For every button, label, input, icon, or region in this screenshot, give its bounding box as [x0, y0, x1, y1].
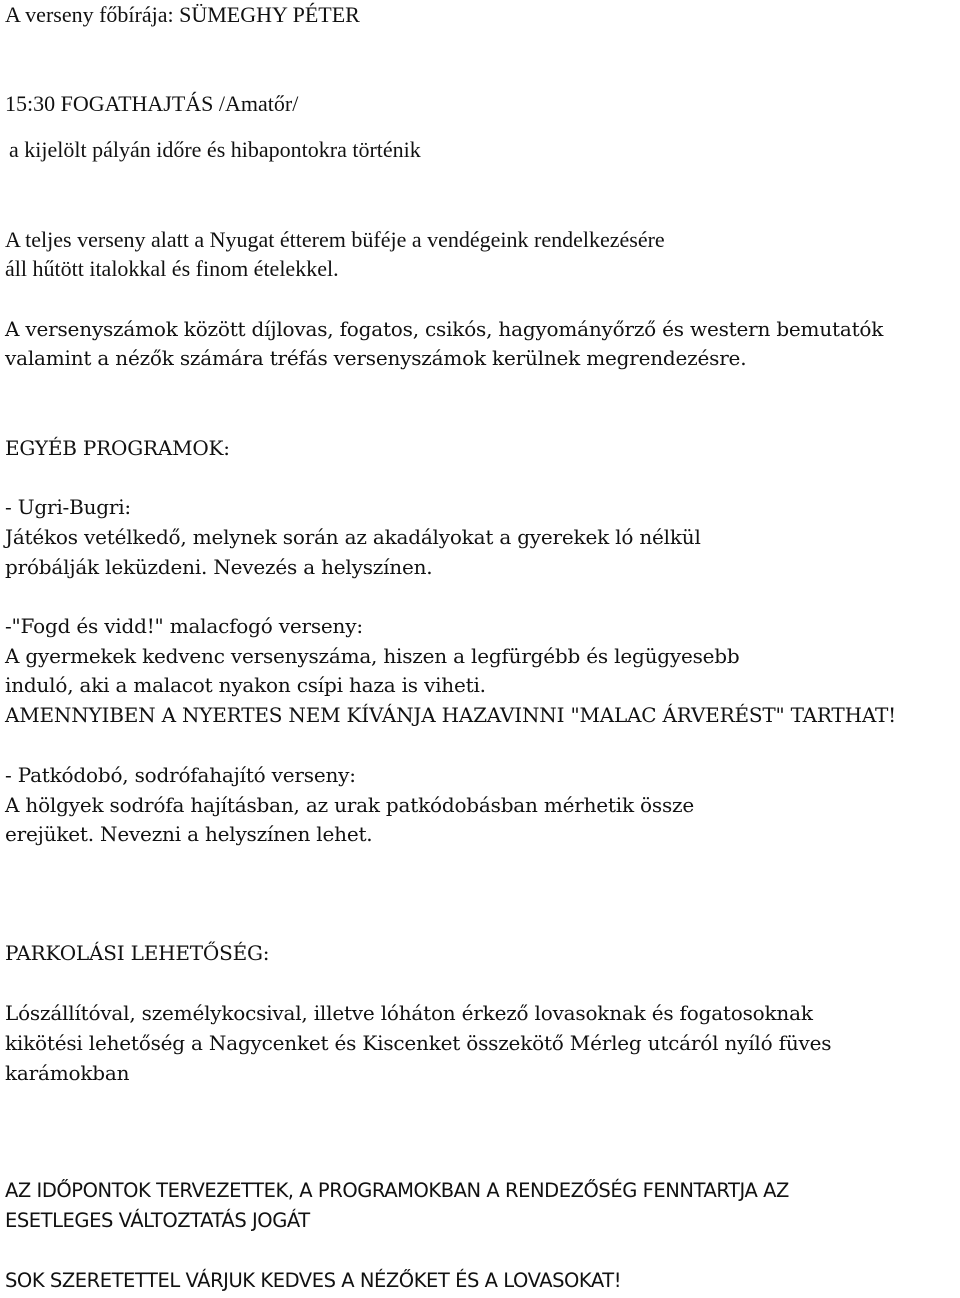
pig-catching-text-line-2: induló, aki a malacot nyakon csípi haza is viheti. [5, 673, 486, 697]
schedule-disclaimer-line-1: AZ IDŐPONTOK TERVEZETTEK, A PROGRAMOKBAN A RENDEZŐSÉG FENNTARTJA AZ [5, 1179, 789, 1202]
closing-message: SOK SZERETETTEL VÁRJUK KEDVES A NÉZŐKET ÉS A LOVASOKAT! [5, 1269, 622, 1292]
schedule-disclaimer-line-2: ESETLEGES VÁLTOZTATÁS JOGÁT [5, 1209, 310, 1232]
events-text-line-2: valamint a nézők számára tréfás versenyszámok kerülnek megrendezésre. [5, 346, 747, 370]
horseshoe-throw-text-line-1: A hölgyek sodrófa hajításban, az urak patkódobásban mérhetik össze [5, 793, 694, 817]
parking-text-line-2: kikötési lehetőség a Nagycenket és Kiscenket összekötő Mérleg utcáról nyíló füves [5, 1031, 832, 1055]
horseshoe-throw-text-line-2: erejüket. Nevezni a helyszínen lehet. [5, 822, 373, 846]
pig-catching-text-line-1: A gyermekek kedvenc versenyszáma, hiszen a legfürgébb és legügyesebb [5, 644, 740, 668]
carriage-driving-heading: 15:30 FOGATHAJTÁS /Amatőr/ [5, 91, 299, 116]
carriage-driving-description: a kijelölt pályán időre és hibapontokra történik [9, 137, 421, 162]
restaurant-text-line-1: A teljes verseny alatt a Nyugat étterem büféje a vendégeink rendelkezésére [5, 227, 665, 252]
pig-catching-title: -"Fogd és vidd!" malacfogó verseny: [5, 614, 363, 638]
parking-text-line-3: karámokban [5, 1061, 130, 1085]
ugri-bugri-text-line-1: Játékos vetélkedő, melynek során az akadályokat a gyerekek ló nélkül [5, 525, 701, 549]
ugri-bugri-title: - Ugri-Bugri: [5, 495, 131, 519]
horseshoe-throw-title: - Patkódobó, sodrófahajító verseny: [5, 763, 356, 787]
ugri-bugri-text-line-2: próbálják leküzdeni. Nevezés a helyszínen. [5, 555, 433, 579]
parking-text-line-1: Lószállítóval, személykocsival, illetve lóháton érkező lovasoknak és fogatosoknak [5, 1001, 813, 1025]
restaurant-text-line-2: áll hűtött italokkal és finom ételekkel. [5, 256, 339, 281]
other-programs-heading: EGYÉB PROGRAMOK: [5, 436, 230, 460]
parking-heading: PARKOLÁSI LEHETŐSÉG: [5, 941, 270, 965]
pig-auction-notice: AMENNYIBEN A NYERTES NEM KÍVÁNJA HAZAVINNI "MALAC ÁRVERÉST" TARTHAT! [5, 703, 896, 727]
chief-judge-line: A verseny főbírája: SÜMEGHY PÉTER [5, 2, 360, 27]
events-text-line-1: A versenyszámok között díjlovas, fogatos, csikós, hagyományőrző és western bemutatók [5, 317, 884, 341]
